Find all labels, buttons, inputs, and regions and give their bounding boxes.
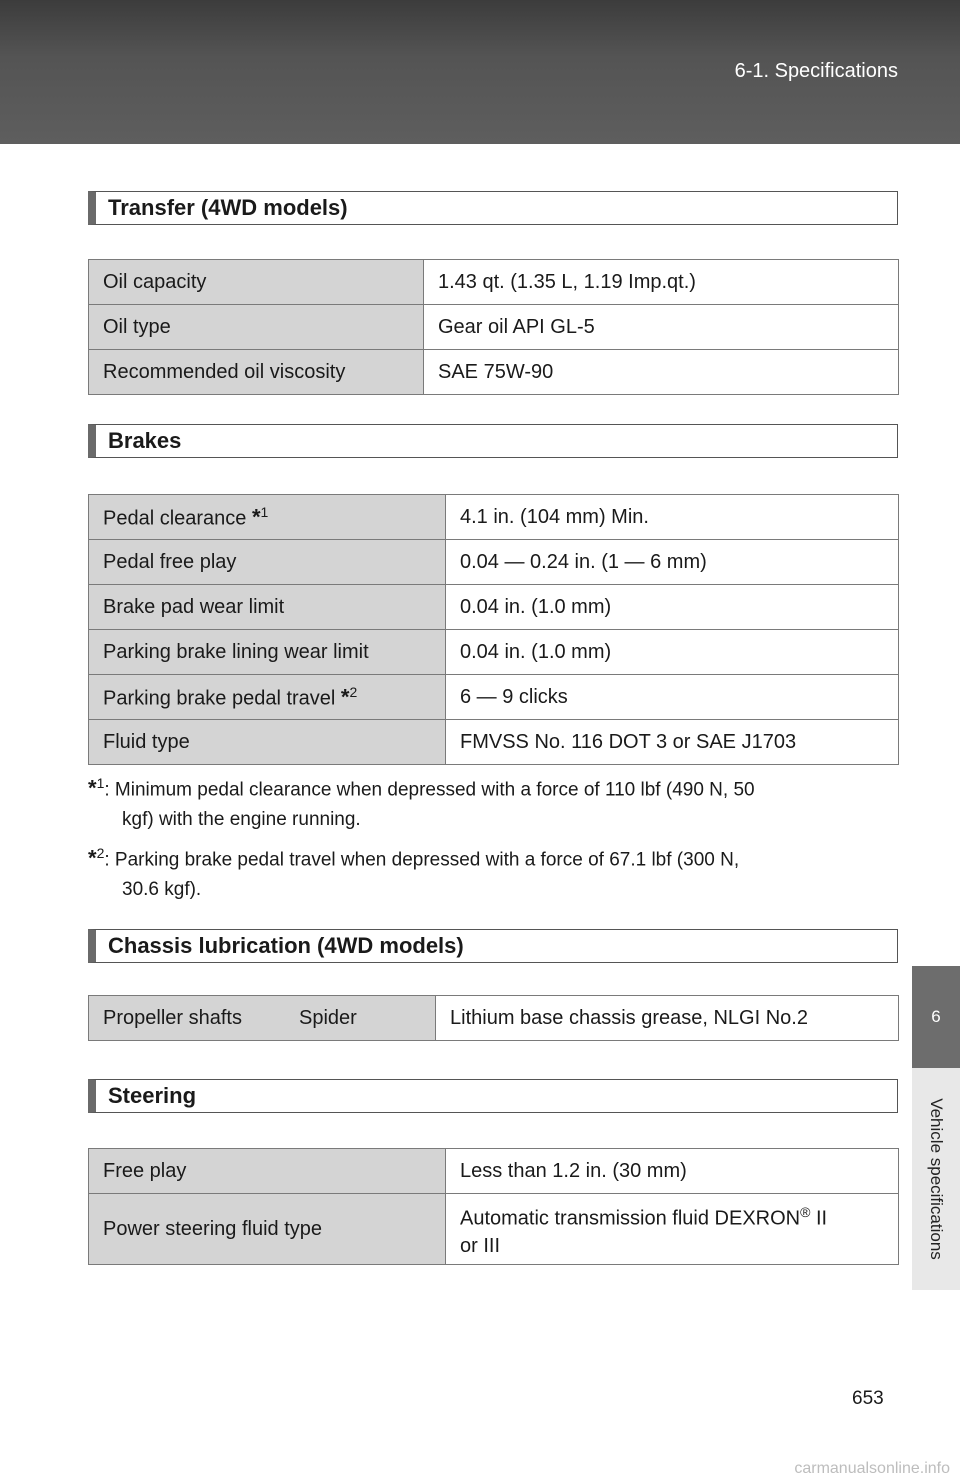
spec-value: 1.43 qt. (1.35 L, 1.19 Imp.qt.) [424, 260, 899, 305]
table-row [89, 540, 899, 585]
spec-value: 4.1 in. (104 mm) Min. [446, 495, 899, 540]
spec-value: 6 — 9 clicks [446, 675, 899, 720]
spec-label: Oil type [89, 305, 424, 350]
chassis-table [88, 995, 899, 1041]
spec-label: Free play [89, 1149, 446, 1194]
spec-label: Oil capacity [89, 260, 424, 305]
spec-value: Automatic transmission fluid DEXRON® II or III [446, 1194, 899, 1265]
table-row [89, 350, 899, 395]
table-row [89, 495, 899, 540]
spec-label: Pedal free play [89, 540, 446, 585]
spec-label: Parking brake pedal travel *$^2$ [89, 675, 446, 720]
table-row [89, 996, 899, 1041]
spec-sublabel: Spider [295, 996, 436, 1041]
spec-value: 0.04 in. (1.0 mm) [446, 630, 899, 675]
spec-value: Lithium base chassis grease, NLGI No.2 [436, 996, 899, 1041]
asterisk-icon: * [340, 684, 350, 710]
table-row [89, 675, 899, 720]
brakes-heading: Brakes [88, 424, 898, 458]
spec-label: Brake pad wear limit [89, 585, 446, 630]
section-breadcrumb: 6-1. Specifications [734, 60, 898, 82]
spec-label: Propeller shafts [89, 996, 296, 1041]
chassis-heading: Chassis lubrication (4WD models) [88, 929, 898, 963]
table-row [89, 630, 899, 675]
spec-value: 0.04 — 0.24 in. (1 — 6 mm) [446, 540, 899, 585]
spec-value: Gear oil API GL-5 [424, 305, 899, 350]
watermark: carmanualsonline.info [794, 1460, 950, 1477]
chapter-tab-label: Vehicle specifications [927, 1098, 946, 1260]
spec-label: Recommended oil viscosity [89, 350, 424, 395]
transfer-table [88, 259, 899, 395]
spec-value: SAE 75W-90 [424, 350, 899, 395]
spec-label: Power steering fluid type [89, 1194, 446, 1265]
asterisk-icon: * [88, 775, 97, 801]
table-row [89, 720, 899, 765]
footnote-2: *$^2$: Parking brake pedal travel when depressed with a force of 67.1 lbf (300 N, 30.6 kgf). [88, 845, 740, 901]
spec-value: FMVSS No. 116 DOT 3 or SAE J1703 [446, 720, 899, 765]
table-row [89, 305, 899, 350]
spec-label: Parking brake lining wear limit [89, 630, 446, 675]
spec-value: 0.04 in. (1.0 mm) [446, 585, 899, 630]
asterisk-icon: * [251, 504, 261, 530]
steering-heading: Steering [88, 1079, 898, 1113]
header-band [0, 0, 960, 144]
table-row [89, 585, 899, 630]
spec-label: Pedal clearance *$^1$ [89, 495, 446, 540]
spec-label: Fluid type [89, 720, 446, 765]
table-row [89, 260, 899, 305]
steering-table [88, 1148, 899, 1265]
chapter-tab [912, 1068, 960, 1290]
footnote-1: *$^1$: Minimum pedal clearance when depressed with a force of 110 lbf (490 N, 50 kgf) with the engine running. [88, 775, 755, 831]
asterisk-icon: * [88, 845, 97, 871]
transfer-heading: Transfer (4WD models) [88, 191, 898, 225]
brakes-table [88, 494, 899, 765]
table-row [89, 1194, 899, 1265]
chapter-tab-number: 6 [912, 966, 960, 1068]
page-number: 653 [852, 1388, 884, 1409]
spec-value: Less than 1.2 in. (30 mm) [446, 1149, 899, 1194]
table-row [89, 1149, 899, 1194]
